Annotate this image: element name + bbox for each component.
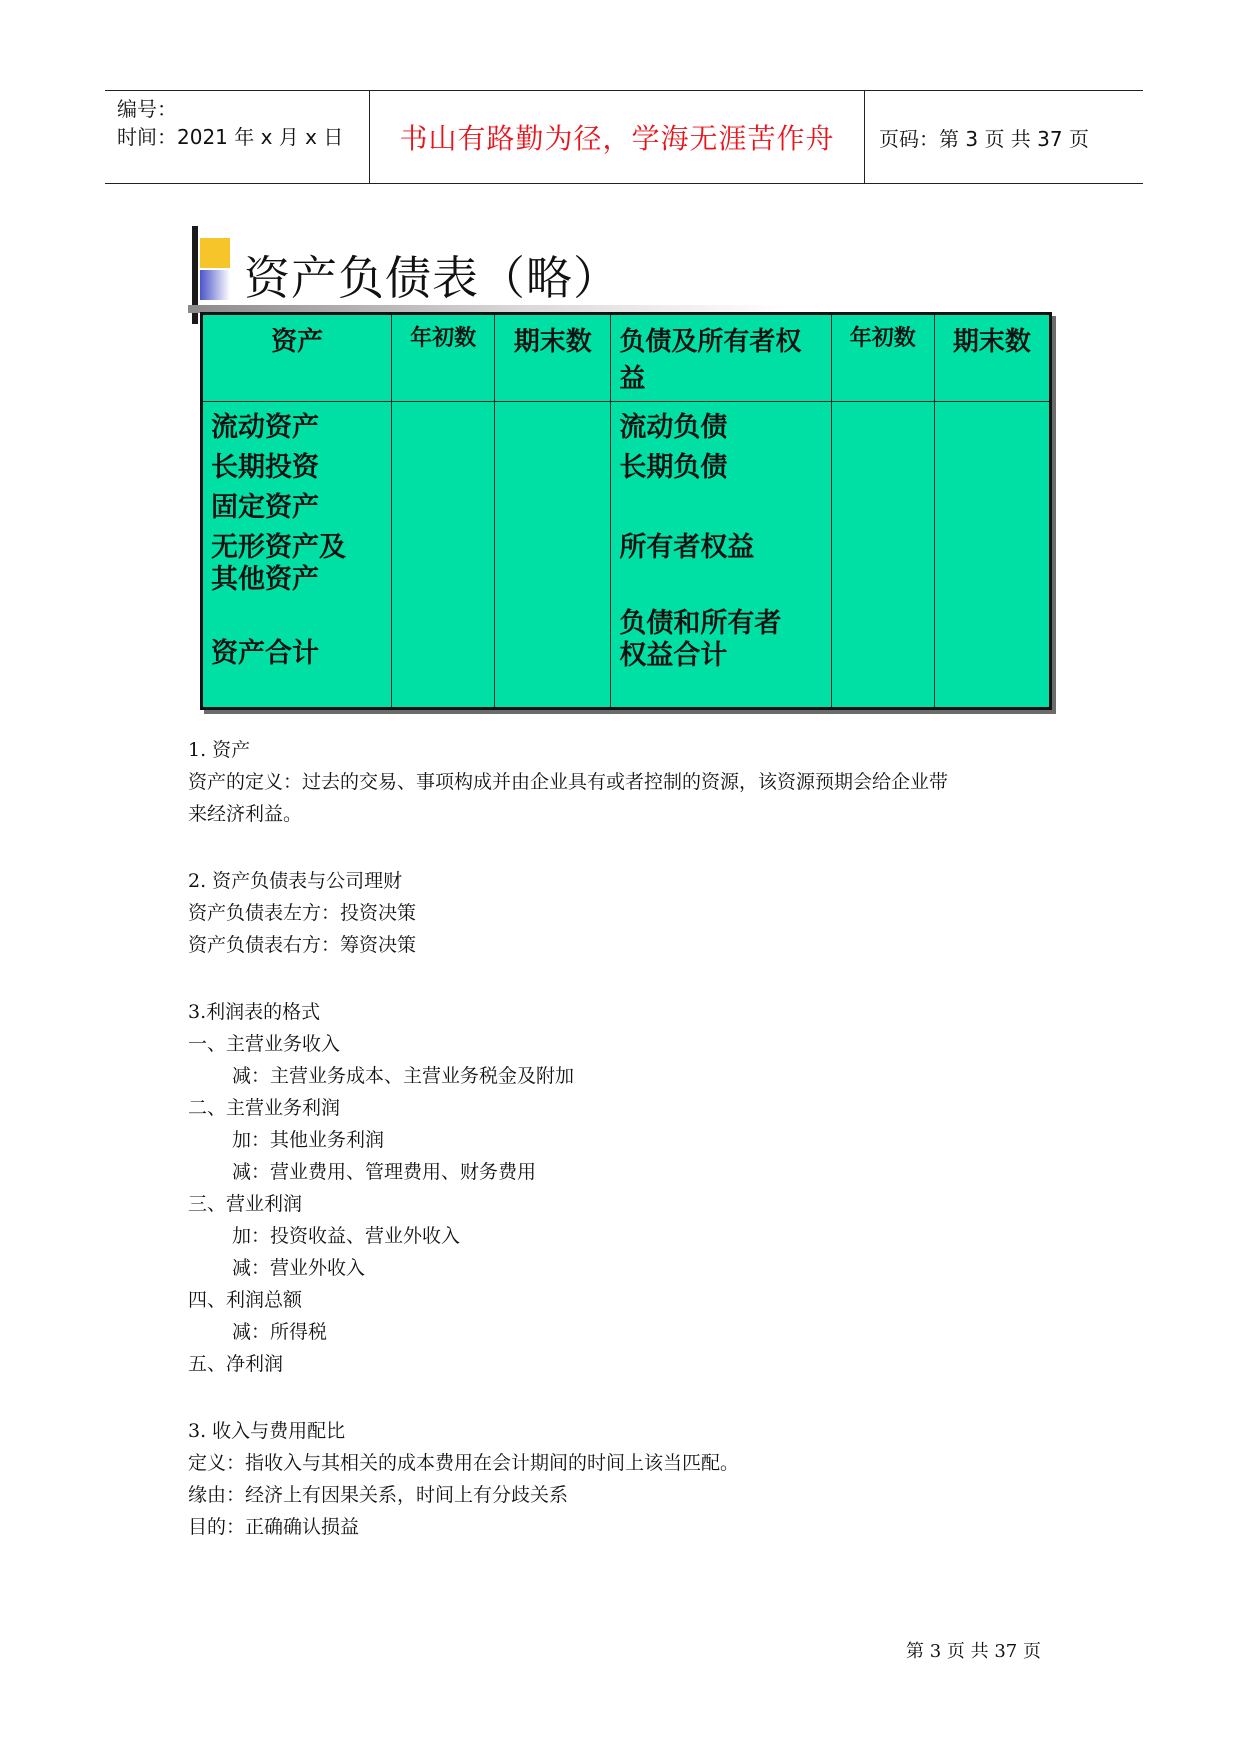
income-line: 减：营业外收入 — [232, 1257, 366, 1279]
assets-definition-line-1: 资产的定义：过去的交易、事项构成并由企业具有或者控制的资源，该资源预期会给企业带 — [188, 771, 949, 793]
income-line: 二、主营业务利润 — [188, 1097, 341, 1119]
table-header-row — [202, 314, 1051, 402]
income-line: 减：所得税 — [232, 1321, 328, 1343]
balance-sheet-slide — [188, 226, 1068, 716]
slide-title: 资产负债表（略） — [244, 251, 620, 305]
balance-sheet-left-line: 资产负债表左方：投资决策 — [188, 902, 417, 924]
liability-long-term: 长期负债 — [619, 452, 728, 483]
header-info-cell — [105, 91, 369, 183]
liabilities-cell — [611, 402, 831, 709]
asset-fixed: 固定资产 — [211, 492, 319, 523]
header-assets: 资产 — [202, 314, 392, 402]
header-opening-1: 年初数 — [392, 314, 495, 402]
header-closing-2: 期末数 — [934, 314, 1050, 402]
asset-total: 资产合计 — [211, 638, 319, 669]
slide-accent-yellow-square — [200, 238, 230, 268]
matching-reason: 缘由：经济上有因果关系，时间上有分歧关系 — [188, 1484, 569, 1506]
income-line: 减：营业费用、管理费用、财务费用 — [232, 1161, 537, 1183]
matching-definition: 定义：指收入与其相关的成本费用在会计期间的时间上该当匹配。 — [188, 1452, 740, 1474]
asset-long-term-investment: 长期投资 — [211, 452, 319, 483]
asset-current: 流动资产 — [211, 412, 319, 443]
header-page-cell — [865, 91, 1143, 183]
income-line: 加：其他业务利润 — [232, 1129, 385, 1151]
header-liabilities-equity: 负债及所有者权益 — [611, 314, 831, 402]
doc-code-label: 编号： — [117, 97, 177, 121]
asset-intangible: 无形资产及其他资产 — [211, 532, 346, 595]
assets-definition-line-2: 来经济利益。 — [188, 803, 303, 825]
empty-cell — [831, 402, 934, 709]
income-line: 减：主营业务成本、主营业务税金及附加 — [232, 1065, 575, 1087]
empty-cell — [495, 402, 611, 709]
table-row — [202, 402, 1051, 709]
page-footer: 第 3 页 共 37 页 — [906, 1641, 1041, 1662]
income-line: 三、营业利润 — [188, 1193, 303, 1215]
empty-cell — [392, 402, 495, 709]
owners-equity: 所有者权益 — [619, 532, 755, 563]
section-matching-title: 3. 收入与费用配比 — [188, 1420, 346, 1442]
motto-text: 书山有路勤为径，学海无涯苦作舟 — [399, 122, 835, 155]
slide-accent-blue-square — [200, 270, 230, 300]
balance-sheet-table — [200, 312, 1052, 710]
page-number-label: 页码：第 3 页 共 37 页 — [879, 126, 1089, 151]
liability-current: 流动负债 — [619, 412, 728, 443]
liabilities-equity-total: 负债和所有者权益合计 — [619, 608, 782, 671]
matching-purpose: 目的：正确确认损益 — [188, 1516, 360, 1538]
income-line: 加：投资收益、营业外收入 — [232, 1225, 461, 1247]
empty-cell — [934, 402, 1050, 709]
income-line: 一、主营业务收入 — [188, 1033, 341, 1055]
balance-sheet-right-line: 资产负债表右方：筹资决策 — [188, 934, 417, 956]
header-opening-2: 年初数 — [831, 314, 934, 402]
page-header — [105, 90, 1143, 184]
doc-time-label: 时间：2021 年 x 月 x 日 — [117, 125, 344, 149]
assets-cell — [202, 402, 392, 709]
header-motto-cell — [369, 91, 865, 183]
section-assets-title: 1. 资产 — [188, 739, 251, 761]
header-closing-1: 期末数 — [495, 314, 611, 402]
income-line: 四、利润总额 — [188, 1289, 303, 1311]
income-line: 五、净利润 — [188, 1353, 284, 1375]
section-balance-sheet-title: 2. 资产负债表与公司理财 — [188, 870, 403, 892]
section-income-statement-title: 3.利润表的格式 — [188, 1001, 321, 1023]
